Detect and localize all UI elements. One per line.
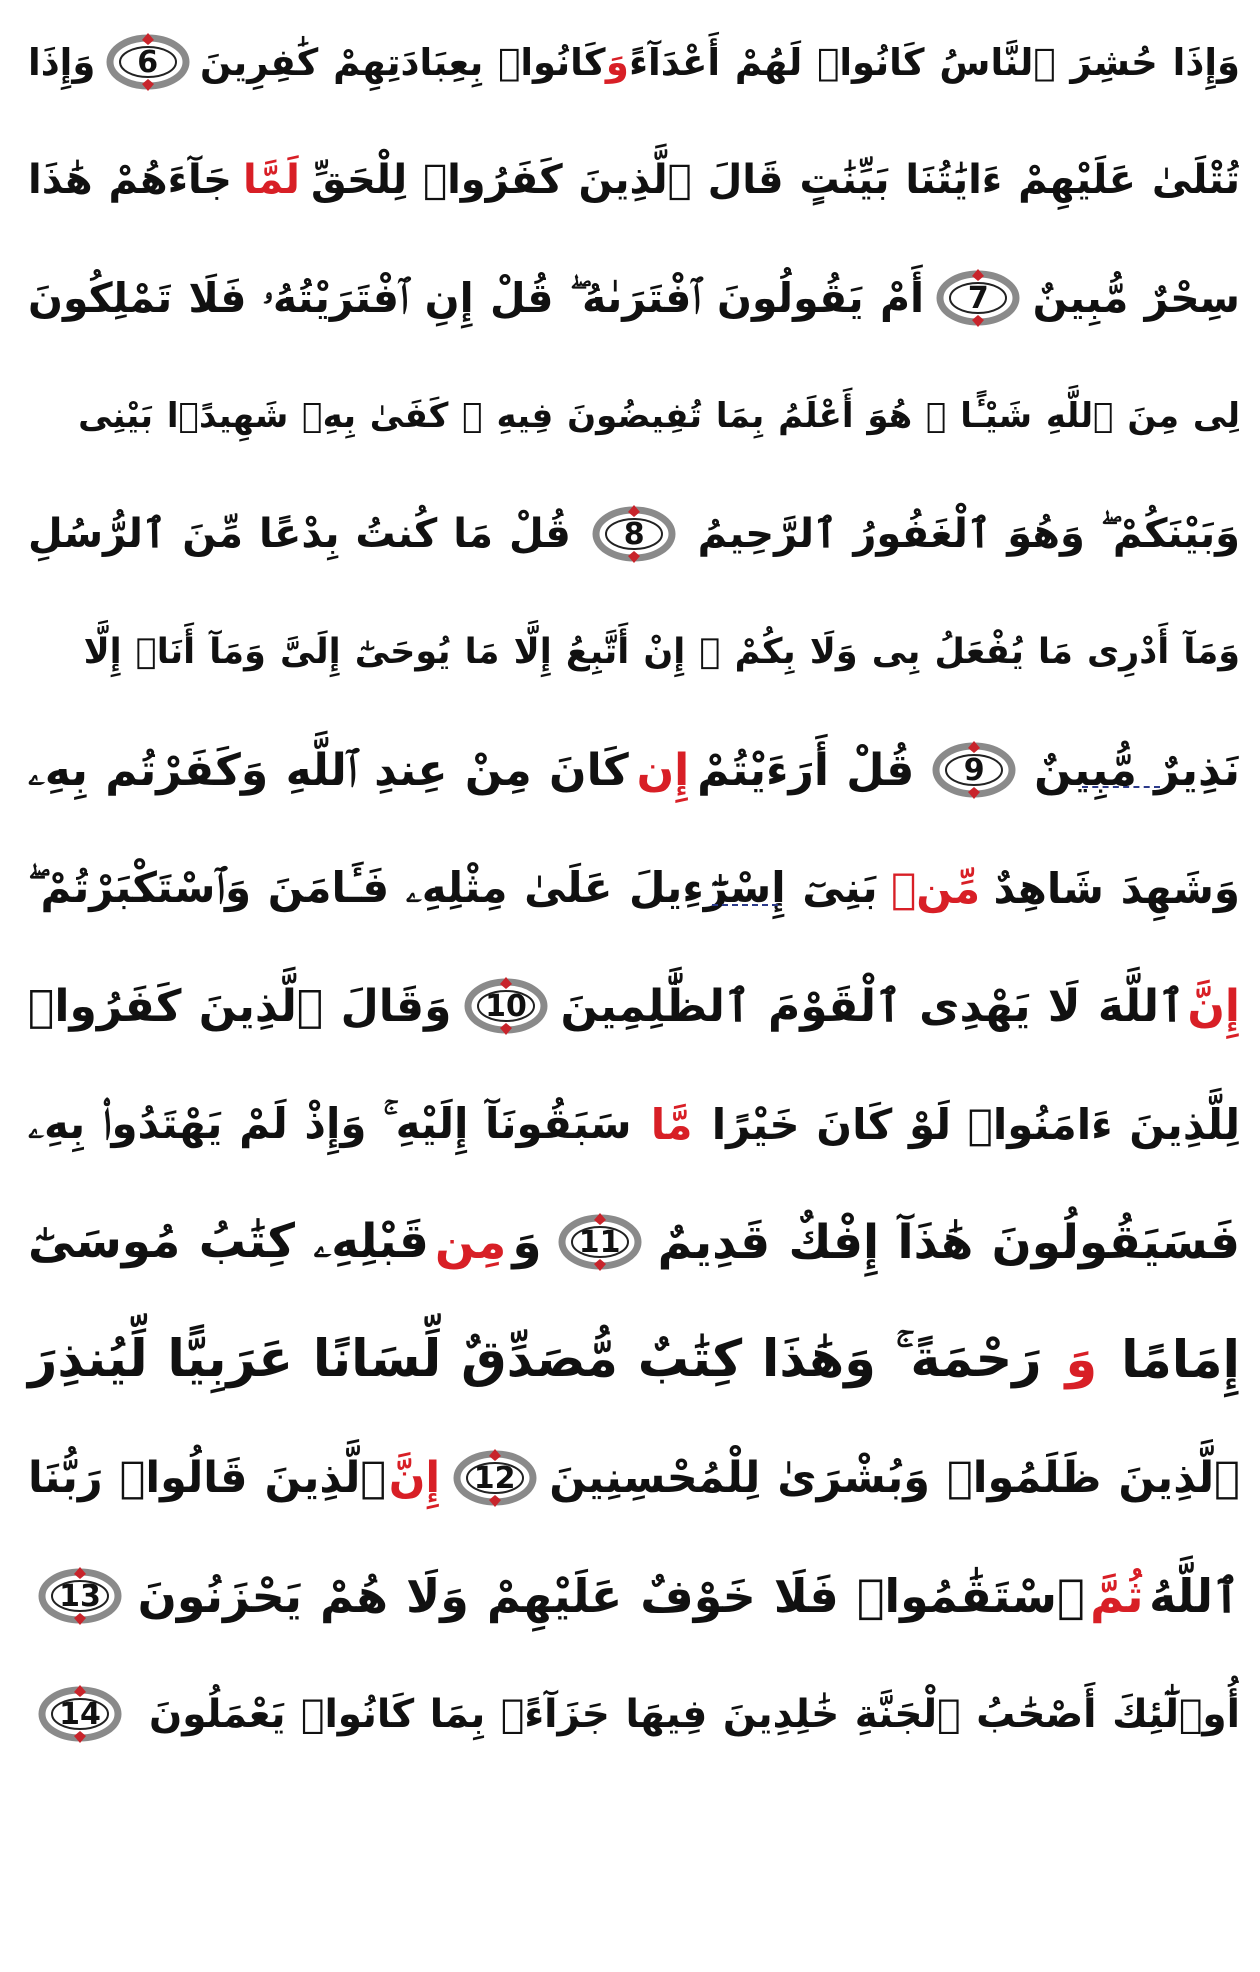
ayah-number-marker [930, 739, 1018, 801]
tajweed-highlight-text: إِنَّ [388, 1453, 441, 1503]
ayah-number: 11 [578, 1224, 621, 1260]
ayah-number: 6 [137, 44, 159, 80]
verse-text: جَآءَهُمْ هَٰذَا [28, 157, 232, 203]
verse-text: وَمَآ أَدْرِى مَا يُفْعَلُ بِى وَلَا بِكُمْ ۖ إِنْ أَتَّبِعُ إِلَّا مَا يُوحَىٰٓ إِلَىَّ وَمَآ أَنَا۠ إِلَّا [83, 632, 1240, 672]
ayah-number: 10 [485, 988, 527, 1024]
verse-line [28, 484, 1240, 584]
verse-line [28, 1310, 1240, 1410]
verse-text: ٱلَّذِينَ قَالُوا۟ رَبُّنَا [28, 1453, 387, 1503]
ayah-number-marker [462, 975, 550, 1037]
verse-text: وَإِذَا حُشِرَ ٱلنَّاسُ كَانُوا۟ لَهُمْ أَعْدَآءً [629, 40, 1240, 84]
tajweed-highlight-text: مِّنۢ [891, 863, 981, 913]
verse-text: ٱللَّهَ لَا يَهْدِى ٱلْقَوْمَ ٱلظَّٰلِمِينَ [560, 980, 1185, 1032]
verse-line [28, 956, 1240, 1056]
ayah-number-marker [934, 267, 1022, 329]
verse-text: كَانَ مِنْ عِندِ ٱللَّهِ وَكَفَرْتُم بِهِۦ [28, 744, 629, 796]
tajweed-highlight-text: لَمَّا [242, 157, 300, 203]
verse-lines [28, 0, 1240, 1972]
tajweed-highlight-text: وَ [605, 40, 629, 84]
verse-text: فَسَيَقُولُونَ هَٰذَآ إِفْكٌ قَدِيمٌ [657, 1214, 1240, 1270]
verse-line [28, 366, 1240, 466]
verse-text: قُلْ مَا كُنتُ بِدْعًا مِّنَ ٱلرُّسُلِ [28, 511, 571, 557]
verse-text: تُتْلَىٰ عَلَيْهِمْ ءَايَٰتُنَا بَيِّنَٰتٍ قَالَ ٱلَّذِينَ كَفَرُوا۟ لِلْحَقِّ [310, 157, 1240, 203]
ayah-number-marker [556, 1211, 644, 1273]
verse-line [28, 1192, 1240, 1292]
verse-line [28, 12, 1240, 112]
verse-text: وَشَهِدَ شَاهِدٌ [993, 863, 1240, 913]
verse-text: قَبْلِهِۦ كِتَٰبُ مُوسَىٰٓ [28, 1214, 429, 1269]
ayah-number-marker [104, 31, 192, 93]
verse-text: وَ [512, 1214, 542, 1270]
ayah-number-marker [36, 1565, 124, 1627]
verse-text: كَانُوا۟ بِعِبَادَتِهِمْ كَٰفِرِينَ [199, 40, 606, 84]
verse-text: ٱسْتَقَٰمُوا۟ فَلَا خَوْفٌ عَلَيْهِمْ وَلَا هُمْ يَحْزَنُونَ [137, 1569, 1085, 1623]
verse-line [28, 1428, 1240, 1528]
verse-text: وَبَيْنَكُمْ ۖ وَهُوَ ٱلْغَفُورُ ٱلرَّحِيمُ [697, 511, 1240, 557]
verse-line [28, 720, 1240, 820]
verse-text: أَمْ يَقُولُونَ ٱفْتَرَىٰهُ ۖ قُلْ إِنِ ٱفْتَرَيْتُهُۥ فَلَا تَمْلِكُونَ [28, 273, 925, 322]
tajweed-highlight-text: ثُمَّ [1090, 1569, 1144, 1623]
verse-line [28, 248, 1240, 348]
verse-line [28, 1546, 1240, 1646]
verse-text: قُلْ أَرَءَيْتُمْ [697, 744, 915, 796]
tajweed-guide-dash [1082, 786, 1160, 788]
tajweed-highlight-text: مِن [434, 1214, 507, 1270]
verse-text: سِحْرٌ مُّبِينٌ [1032, 274, 1240, 322]
verse-text: ٱلَّذِينَ ظَلَمُوا۟ وَبُشْرَىٰ لِلْمُحْسِنِينَ [549, 1453, 1240, 1503]
ayah-number: 13 [59, 1578, 101, 1614]
ayah-number: 7 [967, 280, 989, 316]
verse-text: نَذِيرٌ مُّبِينٌ [1034, 744, 1240, 796]
verse-line [28, 1074, 1240, 1174]
verse-text: إِمَامًا [1121, 1330, 1240, 1390]
ayah-number: 8 [623, 516, 645, 552]
verse-text: رَحْمَةً ۚ وَهَٰذَا كِتَٰبٌ مُّصَدِّقٌ لِّسَانًا عَرَبِيًّا لِّيُنذِرَ [28, 1330, 1042, 1389]
tajweed-highlight-text: إِنَّ [1187, 980, 1240, 1032]
ayah-number-marker [590, 503, 678, 565]
tajweed-highlight-text: مَّا [650, 1099, 693, 1149]
ayah-number-marker [451, 1447, 539, 1509]
verse-line [28, 838, 1240, 938]
verse-text: لِى مِنَ ٱللَّهِ شَيْـًٔا ۖ هُوَ أَعْلَمُ بِمَا تُفِيضُونَ فِيهِ ۖ كَفَىٰ بِهِۦ شَهِيدًۢا بَيْنِى [78, 396, 1240, 436]
ayah-number: 12 [473, 1460, 516, 1496]
verse-line [28, 602, 1240, 702]
verse-text: ٱللَّهُ [1149, 1569, 1240, 1623]
ayah-number-marker [36, 1683, 124, 1745]
verse-line [28, 1664, 1240, 1764]
verse-text: وَقَالَ ٱلَّذِينَ كَفَرُوا۟ [28, 980, 452, 1032]
verse-text: بَنِىٓ إِسْرَٰٓءِيلَ عَلَىٰ مِثْلِهِۦ فَـَٔامَنَ وَٱسْتَكْبَرْتُمْ ۖ [28, 863, 878, 912]
verse-line [28, 130, 1240, 230]
verse-text: سَبَقُونَآ إِلَيْهِ ۚ وَإِذْ لَمْ يَهْتَدُوا۟ بِهِۦ [28, 1099, 632, 1148]
verse-text: وَإِذَا [28, 40, 96, 84]
tajweed-guide-dash [712, 904, 778, 906]
verse-text: أُو۟لَٰٓئِكَ أَصْحَٰبُ ٱلْجَنَّةِ خَٰلِدِينَ فِيهَا جَزَآءًۢ بِمَا كَانُوا۟ يَعْمَلُونَ [149, 1691, 1240, 1737]
tajweed-highlight-text: وَ [1065, 1330, 1098, 1390]
tajweed-highlight-text: إِن [636, 744, 690, 796]
ayah-number: 9 [963, 752, 985, 788]
verse-text: لِلَّذِينَ ءَامَنُوا۟ لَوْ كَانَ خَيْرًا [711, 1099, 1240, 1149]
ayah-number: 14 [59, 1696, 101, 1732]
